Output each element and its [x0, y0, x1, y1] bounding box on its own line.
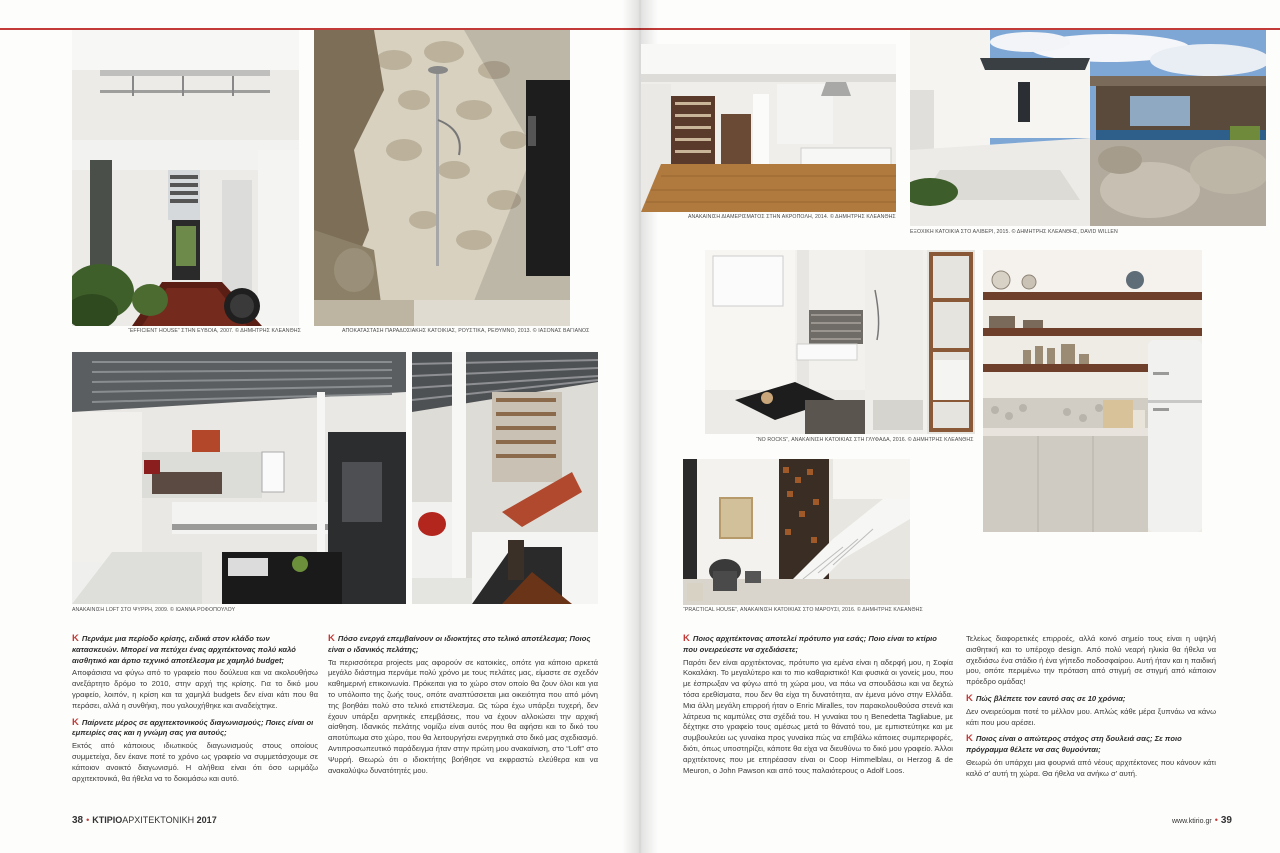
- question: Κ Περνάμε μια περίοδο κρίσης, ειδικά στον κλάδο των κατασκευών. Μπορεί να πετύχει ένας αρχιτέκτονας πολύ καλό αισθητικό και άρτιο τεχνικό αποτέλεσμα με χαμηλό budget;: [72, 634, 296, 665]
- magazine-name-suffix: ΑΡΧΙΤΕΚΤΟΝΙΚΗ: [122, 815, 195, 825]
- photo-loft-psyrri-2: [412, 352, 598, 604]
- answer: Τελείως διαφορετικές επιρροές, αλλά κοινό σημείο τους είναι η υψηλή αισθητική και το υπέροχο design. Από πολύ νεαρή ηλικία θα ήθελα να σχεδιάσω ένα στάδιο ή ένα γήπεδο ποδοσφαίρου. Αυτή ήταν και η παιδική μου, οπότε περιμένω την πρόταση από στιγμή σε στιγμή από κάποιον πρόεδρο ομάδας!: [966, 634, 1216, 687]
- photo-acropolis-apartment: [641, 44, 896, 212]
- magazine-name: ΚΤΙΡΙΟ: [92, 815, 123, 825]
- question: Κ Ποιος αρχιτέκτονας αποτελεί πρότυπο για εσάς; Ποιο είναι το κτίριο που ονειρεύεστε να σχεδιάσετε;: [683, 634, 937, 654]
- caption-acropolis-apartment: ΑΝΑΚΑΙΝΙΣΗ ΔΙΑΜΕΡΙΣΜΑΤΟΣ ΣΤΗΝ ΑΚΡΟΠΟΛΗ, 2014. © ΔΗΜΗΤΡΗΣ ΚΛΕΑΝΘΗΣ: [688, 214, 896, 220]
- question: Κ Πόσο ενεργά επεμβαίνουν οι ιδιοκτήτες στο τελικό αποτέλεσμα; Ποιος είναι ο ιδανικός πελάτης;: [328, 634, 591, 654]
- photo-practical-house: [683, 459, 910, 605]
- photo-loft-psyrri-1: [72, 352, 406, 604]
- caption-glyfada: “NO ROCKS”, ΑΝΑΚΑΙΝΙΣΗ ΚΑΤΟΙΚΙΑΣ ΣΤΗ ΓΛΥΦΑΔΑ, 2016. © ΔΗΜΗΤΡΗΣ ΚΛΕΑΝΘΗΣ: [756, 437, 974, 443]
- page-number-right: 39: [1220, 815, 1232, 826]
- answer: Παρότι δεν είναι αρχιτέκτονας, πρότυπο για εμένα είναι η αδερφή μου, η Σοφία Κοκαλάκη. Το μεγαλύτερο και το πιο καθαριστικό! Και φυσικά οι γονείς μου, που με έσπρωξαν να φύγω από τη χώρα μου, να πάω να σπουδάσω και να δεχτώ τόσα ερεθίσματα, που δεν θα είχα τη δυνατότητα, αν έμενα μόνο στην Ελλάδα. Μια άλλη μεγάλη επιρροή ήταν ο Enric Miralles, τον παρακολουθούσα στενά και λάτρευα τις καμπύλες στα σχέδιά του. Η γυναίκα του η Benedetta Tagliabue, με δέχτηκε στο γραφείο τους αμέσως μετά το θάνατό του, με εμπιστεύτηκε και με συμβουλεύει ως γυναίκα προς γυναίκα πώς να επιβάλω κάποιες συμπεριφορές, διότι, όπως υποστηρίζει, κάποτε θα είχα να διευθύνω το δικό μου γραφείο. Άλλοι αρχιτέκτονες που με επηρέασαν είναι οι Coop Himmelblau, οι Herzog & de Meuron, ο John Pawson και από τους παλαιότερους ο Adolf Loos.: [683, 657, 953, 775]
- answer: Δεν ονειρεύομαι ποτέ το μέλλον μου. Απλώς κάθε μέρα ξυπνάω να κάνω κάτι που μου αρέσει.: [966, 706, 1216, 727]
- answer: Θεωρώ ότι υπάρχει μια φουρνιά από νέους αρχιτέκτονες που κάνουν κάτι καλό σ’ αυτή τη χώρα. Θα ήθελα να ανήκω σ’ αυτή.: [966, 757, 1216, 778]
- caption-efficient-house: “EFFICIENT HOUSE” ΣΤΗΝ ΕΥΒΟΙΑ, 2007. © ΔΗΜΗΤΡΗΣ ΚΛΕΑΝΘΗΣ: [128, 328, 301, 334]
- photo-glyfada-bathroom: [705, 250, 975, 434]
- k-marker: Κ: [72, 634, 79, 644]
- website-link[interactable]: www.ktirio.gr: [1172, 818, 1212, 825]
- question: Κ Πώς βλέπετε τον εαυτό σας σε 10 χρόνια;: [966, 692, 1126, 704]
- folio-separator: •: [86, 815, 90, 825]
- page-number-left: 38: [72, 815, 84, 826]
- answer: Εκτός από κάποιους ιδιωτικούς διαγωνισμούς στους οποίους συμμετείχα, δεν έκανε ποτέ το χρόνο ως γραφείο να συμμετάσχουμε σε κάποιον ανοικτό διαγωνισμό. Η αλήθεια είναι ότι όσο ωριμάζω αρχιτεκτονικά, θα ήθελα να το δοκιμάσω και αυτό.: [72, 741, 318, 783]
- folio-left: [72, 815, 217, 826]
- photo-kitchen-shelves: [983, 250, 1202, 532]
- k-marker: Κ: [966, 692, 973, 704]
- k-marker: Κ: [72, 716, 79, 728]
- folio-right: [1172, 815, 1232, 826]
- k-marker: Κ: [328, 634, 335, 644]
- question: Κ Ποιος είναι ο απώτερος στόχος στη δουλειά σας; Σε ποιο πρόγραμμα θέλετε να σας θυμούνται;: [966, 733, 1182, 755]
- photo-aliveri-house: [910, 30, 1266, 226]
- answer: Αποφάσισα να φύγω από το γραφείο που δούλευα και να ακολουθήσω ανεξάρτητο δρόμο το 2010, στην αρχή της κρίσης. Για το δικό μου γραφείο, λοιπόν, η κρίση και τα χαμηλά budgets δεν είναι κάτι που θα περάσει, αλλά η συνθήκη, που γαλουχήθηκε και αναδείχτηκε.: [72, 668, 318, 710]
- folio-separator: •: [1214, 815, 1218, 825]
- article-column-2: [328, 634, 598, 812]
- caption-practical-house: “PRACTICAL HOUSE”, ΑΝΑΚΑΙΝΙΣΗ ΚΑΤΟΙΚΙΑΣ ΣΤΟ ΜΑΡΟΥΣΙ, 2016. © ΔΗΜΗΤΡΗΣ ΚΛΕΑΝΘΗΣ: [683, 607, 923, 613]
- photo-restoration-rethymno: [314, 30, 570, 326]
- article-column-4: [966, 634, 1216, 812]
- article-column-3: [683, 634, 953, 812]
- answer: Τα περισσότερα projects μας αφορούν σε κατοικίες, οπότε για κάποιο αρκετά μεγάλο διάστημα περνάμε πολύ χρόνο με τους πελάτες μας, είμαστε σε σχεδόν καθημερινή επικοινωνία. Πρόκειται για το χώρο στον οποίο θα ζουν όλοι και για το υπόλοιπο της ζωής τους, οπότε αναπτύσσεται μια οικειότητα που από μόνη της βοηθάει πολύ στο τελικό επιστέλεσμα. Ως τώρα έχω υπάρξει τυχερή, δεν έχουν υπάρξει αρνητικές επεμβάσεις, που να έχουν αλλοιώσει την αρχική αίσθηση. Ιδανικός πελάτης νομίζω είναι αυτός που θα αφήσει και το δικό του αποτύπωμα στο χώρο, που θα λειτουργήσει ενεργητικά στο δικό μας σχεδιασμό. Αντιπροσωπευτικό παράδειγμα ήταν στην πρώτη μου ανακαίνιση, στο “Loft” στο Ψυρρή. Θεωρώ ότι ο ιδιοκτήτης βοήθησε να εκφραστώ ελεύθερα και να ανακαλύψω δυνατότητές μου.: [328, 657, 598, 775]
- k-marker: Κ: [683, 634, 690, 644]
- photo-efficient-house: [72, 30, 299, 326]
- k-marker: Κ: [966, 733, 973, 745]
- caption-restoration-rethymno: ΑΠΟΚΑΤΑΣΤΑΣΗ ΠΑΡΑΔΟΣΙΑΚΗΣ ΚΑΤΟΙΚΙΑΣ, ΡΟΥΣΤΙΚΑ, ΡΕΘΥΜΝΟ, 2013. © ΙΑΣΟΝΑΣ ΒΑΓΙΑΝΟΣ: [342, 328, 590, 334]
- caption-aliveri-house: ΕΞΟΧΙΚΗ ΚΑΤΟΙΚΙΑ ΣΤΟ ΑΛΙΒΕΡΙ, 2015. © ΔΗΜΗΤΡΗΣ ΚΛΕΑΝΘΗΣ, DAVID WILLEN: [910, 229, 1118, 235]
- article-column-1: [72, 634, 318, 812]
- caption-loft-psyrri: ΑΝΑΚΑΙΝΙΣΗ LOFT ΣΤΟ ΨΥΡΡΗ, 2009. © ΙΩΑΝΝΑ ΡΟΦΟΠΟΥΛΟΥ: [72, 607, 236, 613]
- question: Κ Παίρνετε μέρος σε αρχιτεκτονικούς διαγωνισμούς; Ποιες είναι οι εμπειρίες σας και η γνώμη σας για αυτούς;: [72, 716, 314, 738]
- issue-year: 2017: [196, 815, 217, 825]
